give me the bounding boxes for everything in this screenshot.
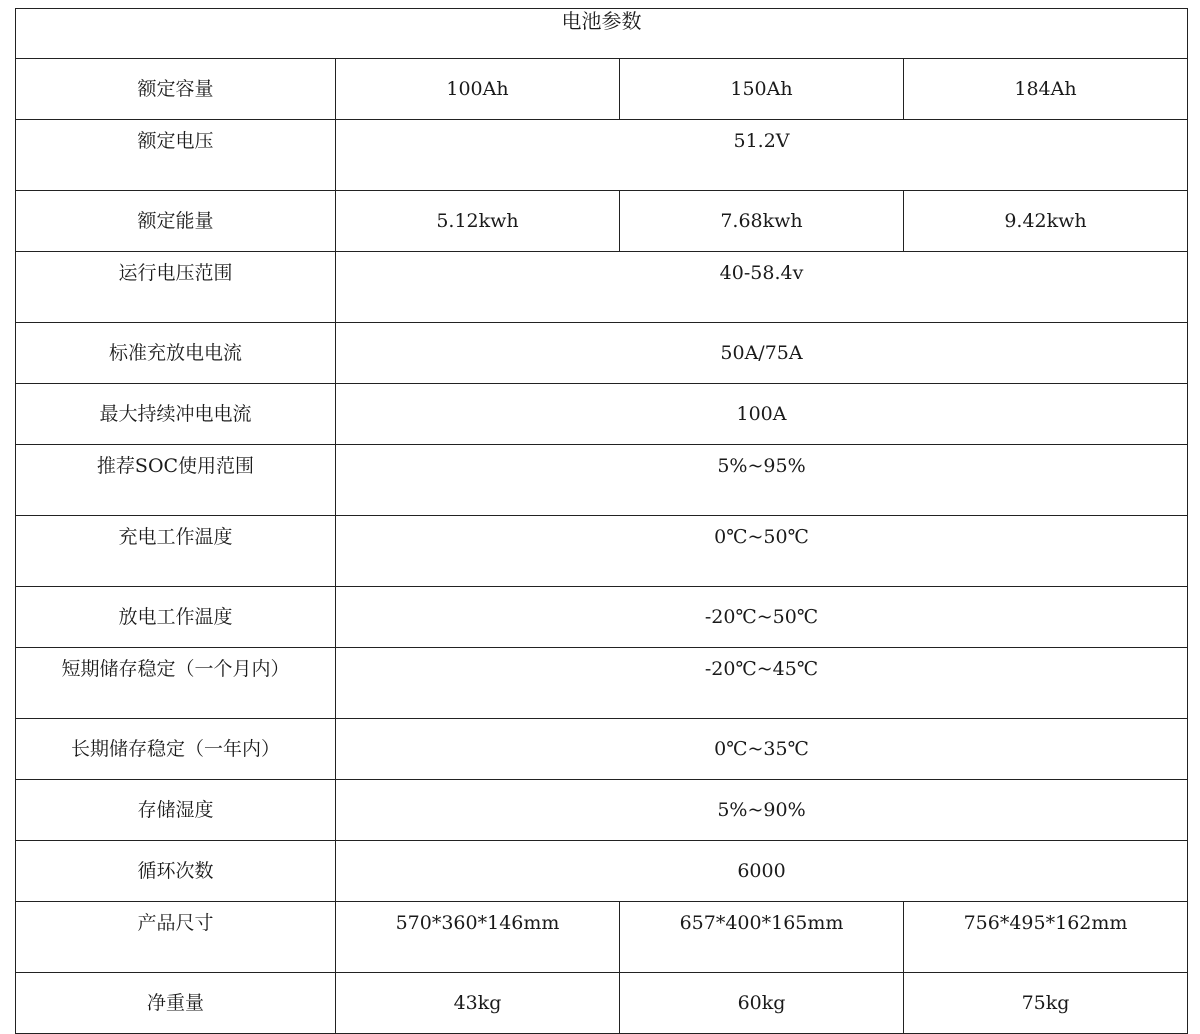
- row-label: 运行电压范围: [16, 252, 336, 323]
- table-row: [16, 191, 1188, 252]
- cell-value: 5%~95%: [336, 445, 1188, 516]
- table-row: [16, 973, 1188, 1034]
- row-label: 最大持续冲电电流: [16, 384, 336, 445]
- cell-value: 0℃~35℃: [336, 719, 1188, 780]
- row-label: 循环次数: [16, 841, 336, 902]
- cell-value: 5%~90%: [336, 780, 1188, 841]
- cell-value: 50A/75A: [336, 323, 1188, 384]
- table-row: [16, 445, 1188, 516]
- cell-value: 60kg: [620, 973, 904, 1034]
- table-row: [16, 59, 1188, 120]
- table-row: [16, 780, 1188, 841]
- cell-value: 51.2V: [336, 120, 1188, 191]
- cell-value: 657*400*165mm: [620, 902, 904, 973]
- table-row: [16, 587, 1188, 648]
- row-label: 充电工作温度: [16, 516, 336, 587]
- cell-value: 75kg: [904, 973, 1188, 1034]
- row-label: 推荐SOC使用范围: [16, 445, 336, 516]
- row-label: 产品尺寸: [16, 902, 336, 973]
- cell-value: 756*495*162mm: [904, 902, 1188, 973]
- cell-value: 40-58.4v: [336, 252, 1188, 323]
- cell-value: 150Ah: [620, 59, 904, 120]
- table-row: [16, 323, 1188, 384]
- cell-value: 6000: [336, 841, 1188, 902]
- cell-value: 570*360*146mm: [336, 902, 620, 973]
- table-row: [16, 648, 1188, 719]
- cell-value: 0℃~50℃: [336, 516, 1188, 587]
- cell-value: 100Ah: [336, 59, 620, 120]
- row-label: 净重量: [16, 973, 336, 1034]
- cell-value: -20℃~50℃: [336, 587, 1188, 648]
- cell-value: 9.42kwh: [904, 191, 1188, 252]
- table-title: 电池参数: [16, 9, 1188, 59]
- table-row: [16, 719, 1188, 780]
- row-label: 标准充放电电流: [16, 323, 336, 384]
- row-label: 存储湿度: [16, 780, 336, 841]
- table-row: [16, 384, 1188, 445]
- cell-value: 43kg: [336, 973, 620, 1034]
- table-row: [16, 841, 1188, 902]
- table-row: [16, 902, 1188, 973]
- battery-spec-table: [15, 8, 1188, 1034]
- cell-value: 100A: [336, 384, 1188, 445]
- row-label: 额定电压: [16, 120, 336, 191]
- cell-value: -20℃~45℃: [336, 648, 1188, 719]
- row-label: 额定容量: [16, 59, 336, 120]
- table-row: [16, 120, 1188, 191]
- row-label: 短期储存稳定（一个月内）: [16, 648, 336, 719]
- table-row: [16, 252, 1188, 323]
- cell-value: 5.12kwh: [336, 191, 620, 252]
- cell-value: 184Ah: [904, 59, 1188, 120]
- row-label: 放电工作温度: [16, 587, 336, 648]
- row-label: 长期储存稳定（一年内）: [16, 719, 336, 780]
- cell-value: 7.68kwh: [620, 191, 904, 252]
- table-row: [16, 516, 1188, 587]
- row-label: 额定能量: [16, 191, 336, 252]
